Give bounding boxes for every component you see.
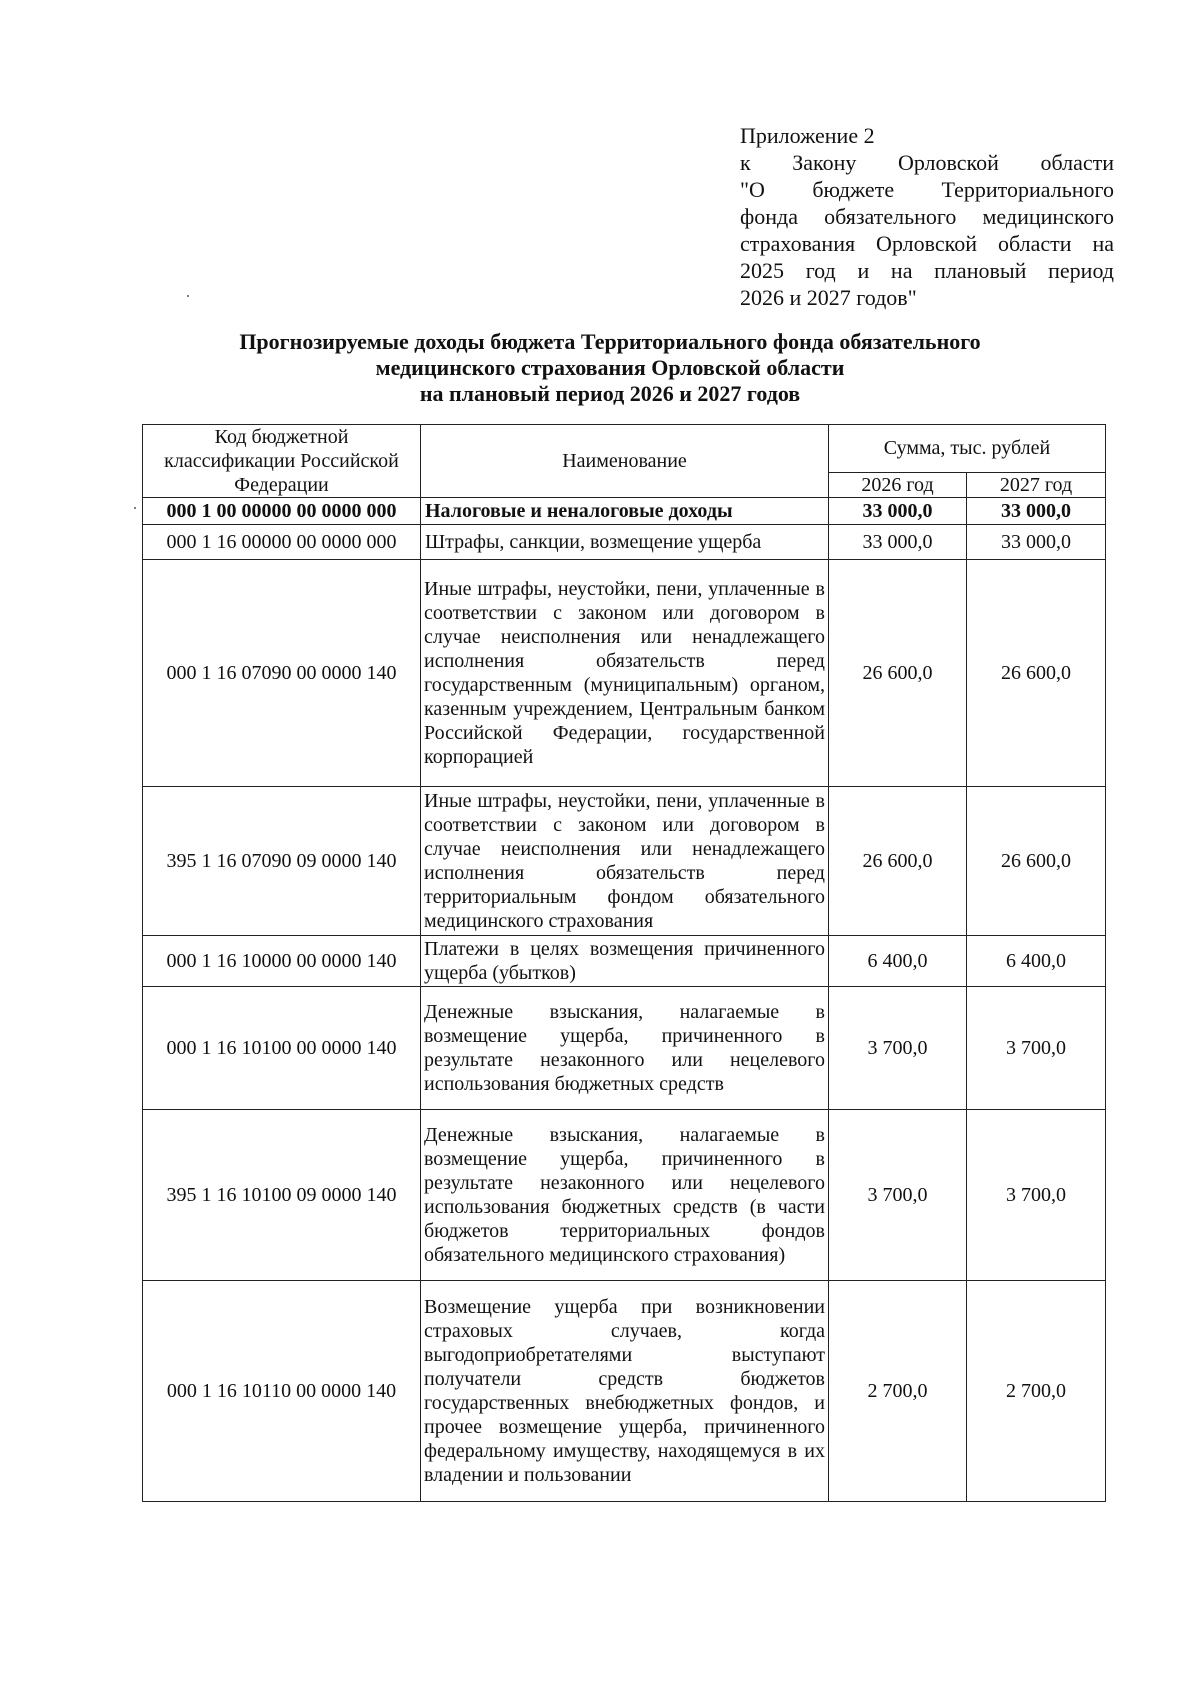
row-name: Возмещение ущерба при возникновении страховых случаев, когда выгодоприобретателями выступают получатели средств бюджетов государственных внебюджетных фондов, и прочее возмещение ущерба, причиненного федеральному имуществу, находящемуся в их владении и пользовании [421,1281,829,1502]
row-value-2027: 3 700,0 [967,1110,1106,1281]
row-name: Штрафы, санкции, возмещение ущерба [421,525,829,560]
row-name: Иные штрафы, неустойки, пени, уплаченные в соответствии с законом или договором в случае неисполнения или ненадлежащего исполнения обязательств перед территориальным фондом обязательного медицинского страхования [421,787,829,936]
table-row [143,1110,1106,1281]
row-value-2027: 3 700,0 [967,987,1106,1110]
row-value-2026: 26 600,0 [829,560,967,787]
row-name: Налоговые и неналоговые доходы [421,498,829,525]
header-code: Код бюджетной классификации Российской Федерации [143,425,421,498]
row-value-2027: 2 700,0 [967,1281,1106,1502]
revenue-table [142,424,1106,1502]
appendix-line: страхования Орловской области на [740,231,1114,256]
document-title [130,329,1090,407]
table-row [143,560,1106,787]
row-value-2026: 33 000,0 [829,498,967,525]
row-code: 000 1 16 00000 00 0000 000 [143,525,421,560]
row-code: 395 1 16 07090 09 0000 140 [143,787,421,936]
row-code: 000 1 16 10000 00 0000 140 [143,936,421,987]
row-value-2027: 6 400,0 [967,936,1106,987]
appendix-block [740,122,1114,311]
row-value-2026: 6 400,0 [829,936,967,987]
title-line: Прогнозируемые доходы бюджета Территориального фонда обязательного [239,329,981,354]
row-name: Денежные взыскания, налагаемые в возмещение ущерба, причиненного в результате незаконного или нецелевого использования бюджетных средств [421,987,829,1110]
row-value-2026: 2 700,0 [829,1281,967,1502]
appendix-line: Приложение 2 [740,123,875,148]
title-line: медицинского страхования Орловской области [375,355,845,380]
row-name: Иные штрафы, неустойки, пени, уплаченные в соответствии с законом или договором в случае неисполнения или ненадлежащего исполнения обязательств перед государственным (муниципальным) органом, казенным учреждением, Центральным банком Российской Федерации, государственной корпорацией [421,560,829,787]
row-code: 000 1 00 00000 00 0000 000 [143,498,421,525]
row-value-2027: 33 000,0 [967,525,1106,560]
title-line: на плановый период 2026 и 2027 годов [419,381,801,406]
table-row [143,787,1106,936]
row-value-2026: 33 000,0 [829,525,967,560]
row-value-2027: 26 600,0 [967,787,1106,936]
row-code: 000 1 16 10100 00 0000 140 [143,987,421,1110]
appendix-line: "О бюджете Территориального [740,177,1114,202]
header-year-2026: 2026 год [829,472,967,497]
row-value-2027: 26 600,0 [967,560,1106,787]
scan-speck [187,295,189,297]
row-code: 000 1 16 10110 00 0000 140 [143,1281,421,1502]
table-row [143,987,1106,1110]
header-sum: Сумма, тыс. рублей [829,425,1106,473]
appendix-line: 2025 год и на плановый период [740,258,1114,283]
row-name: Денежные взыскания, налагаемые в возмещение ущерба, причиненного в результате незаконного или нецелевого использования бюджетных средств (в части бюджетов территориальных фондов обязательного медицинского страхования) [421,1110,829,1281]
table-row [143,936,1106,987]
row-value-2026: 26 600,0 [829,787,967,936]
table-row [143,1281,1106,1502]
row-value-2026: 3 700,0 [829,1110,967,1281]
row-code: 395 1 16 10100 09 0000 140 [143,1110,421,1281]
row-code: 000 1 16 07090 00 0000 140 [143,560,421,787]
row-value-2026: 3 700,0 [829,987,967,1110]
table-row [143,498,1106,525]
row-name: Платежи в целях возмещения причиненного ущерба (убытков) [421,936,829,987]
header-row [143,425,1106,473]
appendix-line: фонда обязательного медицинского [740,204,1114,229]
header-year-2027: 2027 год [967,472,1106,497]
row-value-2027: 33 000,0 [967,498,1106,525]
appendix-line: 2026 и 2027 годов" [740,285,917,310]
scan-speck [134,507,136,509]
appendix-line: к Закону Орловской области [740,150,1114,175]
header-name: Наименование [421,425,829,498]
table-row [143,525,1106,560]
